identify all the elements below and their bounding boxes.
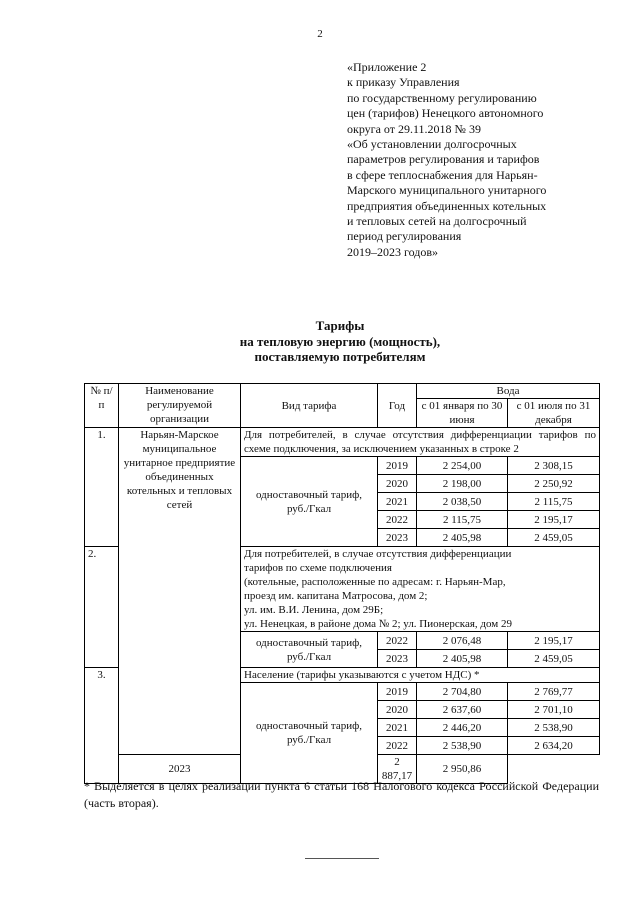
year-cell: 2023 bbox=[119, 755, 241, 784]
row-number: 1. bbox=[85, 428, 119, 547]
document-title bbox=[0, 318, 640, 365]
description-line: ул. Ненецкая, в районе дома № 2; ул. Пионерская, дом 29 bbox=[244, 618, 513, 630]
description-line: ул. им. В.И. Ленина, дом 29Б; bbox=[244, 604, 384, 616]
title-line: Тарифы bbox=[315, 318, 365, 333]
section-description bbox=[241, 547, 600, 632]
year-cell: 2019 bbox=[378, 457, 417, 475]
value-cell: 2 538,90 bbox=[508, 719, 600, 737]
tariff-type: одноставочный тариф, руб./Гкал bbox=[241, 457, 378, 547]
value-cell: 2 459,05 bbox=[508, 650, 600, 668]
value-cell: 2 195,17 bbox=[508, 632, 600, 650]
appendix-line: в сфере теплоснабжения для Нарьян- bbox=[347, 167, 538, 182]
year-cell: 2022 bbox=[378, 737, 417, 755]
appendix-line: период регулирования bbox=[347, 229, 462, 244]
row-number: 3. bbox=[85, 668, 119, 784]
value-cell: 2 950,86 bbox=[417, 755, 508, 784]
year-cell: 2022 bbox=[378, 511, 417, 529]
appendix-line: 2019–2023 годов» bbox=[347, 244, 439, 259]
value-cell: 2 459,05 bbox=[508, 529, 600, 547]
value-cell: 2 634,20 bbox=[508, 737, 600, 755]
year-cell: 2020 bbox=[378, 475, 417, 493]
title-line: поставляемую потребителям bbox=[254, 349, 426, 364]
value-cell: 2 250,92 bbox=[508, 475, 600, 493]
header-tariff-type: Вид тарифа bbox=[241, 384, 378, 428]
year-cell: 2023 bbox=[378, 650, 417, 668]
value-cell: 2 446,20 bbox=[417, 719, 508, 737]
tariff-table bbox=[84, 383, 600, 784]
row-number: 2. bbox=[85, 547, 119, 668]
value-cell: 2 405,98 bbox=[417, 650, 508, 668]
page-number: 2 bbox=[317, 28, 323, 40]
appendix-line: параметров регулирования и тарифов bbox=[347, 152, 540, 167]
value-cell: 2 637,60 bbox=[417, 701, 508, 719]
year-cell: 2022 bbox=[378, 632, 417, 650]
description-line: тарифов по схеме подключения bbox=[244, 562, 392, 574]
year-cell: 2019 bbox=[378, 683, 417, 701]
tariff-type: одноставочный тариф, руб./Гкал bbox=[241, 632, 378, 668]
header-half1: с 01 января по 30 июня bbox=[417, 399, 508, 428]
appendix-line: к приказу Управления bbox=[347, 75, 460, 90]
appendix-line: «Приложение 2 bbox=[347, 60, 427, 74]
header-organization: Наименование регулируемой организации bbox=[119, 384, 241, 428]
footer-divider bbox=[305, 858, 379, 859]
year-cell: 2020 bbox=[378, 701, 417, 719]
value-cell: 2 405,98 bbox=[417, 529, 508, 547]
value-cell: 2 076,48 bbox=[417, 632, 508, 650]
value-cell: 2 198,00 bbox=[417, 475, 508, 493]
appendix-header bbox=[347, 60, 607, 260]
appendix-line: цен (тарифов) Ненецкого автономного bbox=[347, 106, 544, 121]
appendix-line: «Об установлении долгосрочных bbox=[347, 137, 517, 152]
header-half2: с 01 июля по 31 декабря bbox=[508, 399, 600, 428]
value-cell: 2 115,75 bbox=[417, 511, 508, 529]
header-water: Вода bbox=[417, 384, 600, 399]
appendix-line: по государственному регулированию bbox=[347, 90, 537, 105]
description-line: Для потребителей, в случае отсутствия дифференциации bbox=[244, 548, 512, 560]
year-cell: 2023 bbox=[378, 529, 417, 547]
appendix-line: предприятия объединенных котельных bbox=[347, 198, 547, 213]
value-cell: 2 769,77 bbox=[508, 683, 600, 701]
appendix-line: и тепловых сетей на долгосрочный bbox=[347, 214, 527, 229]
value-cell: 2 115,75 bbox=[508, 493, 600, 511]
value-cell: 2 538,90 bbox=[417, 737, 508, 755]
value-cell: 2 887,17 bbox=[378, 755, 417, 784]
description-line: проезд им. капитана Матросова, дом 2; bbox=[244, 590, 428, 602]
section-description: Для потребителей, в случае отсутствия дифференциации тарифов по схеме подключения, за исключением указанных в строке 2 bbox=[241, 428, 600, 457]
header-num: № п/п bbox=[85, 384, 119, 428]
value-cell: 2 308,15 bbox=[508, 457, 600, 475]
section-description: Население (тарифы указываются с учетом НДС) * bbox=[241, 668, 600, 683]
header-year: Год bbox=[378, 384, 417, 428]
description-line: (котельные, расположенные по адресам: г. Нарьян-Мар, bbox=[244, 576, 506, 588]
appendix-line: Марского муниципального унитарного bbox=[347, 183, 547, 198]
value-cell: 2 254,00 bbox=[417, 457, 508, 475]
footnote: * Выделяется в целях реализации пункта 6 статьи 168 Налогового кодекса Российской Федерации (часть вторая). bbox=[84, 779, 599, 810]
value-cell: 2 701,10 bbox=[508, 701, 600, 719]
title-line: на тепловую энергию (мощность), bbox=[239, 333, 441, 349]
value-cell: 2 038,50 bbox=[417, 493, 508, 511]
appendix-line: округа от 29.11.2018 № 39 bbox=[347, 121, 482, 136]
value-cell: 2 704,80 bbox=[417, 683, 508, 701]
tariff-type: одноставочный тариф, руб./Гкал bbox=[241, 683, 378, 784]
year-cell: 2021 bbox=[378, 493, 417, 511]
organization-name: Нарьян-Марское муниципальное унитарное предприятие объединенных котельных и тепловых сетей bbox=[119, 428, 241, 755]
year-cell: 2021 bbox=[378, 719, 417, 737]
value-cell: 2 195,17 bbox=[508, 511, 600, 529]
